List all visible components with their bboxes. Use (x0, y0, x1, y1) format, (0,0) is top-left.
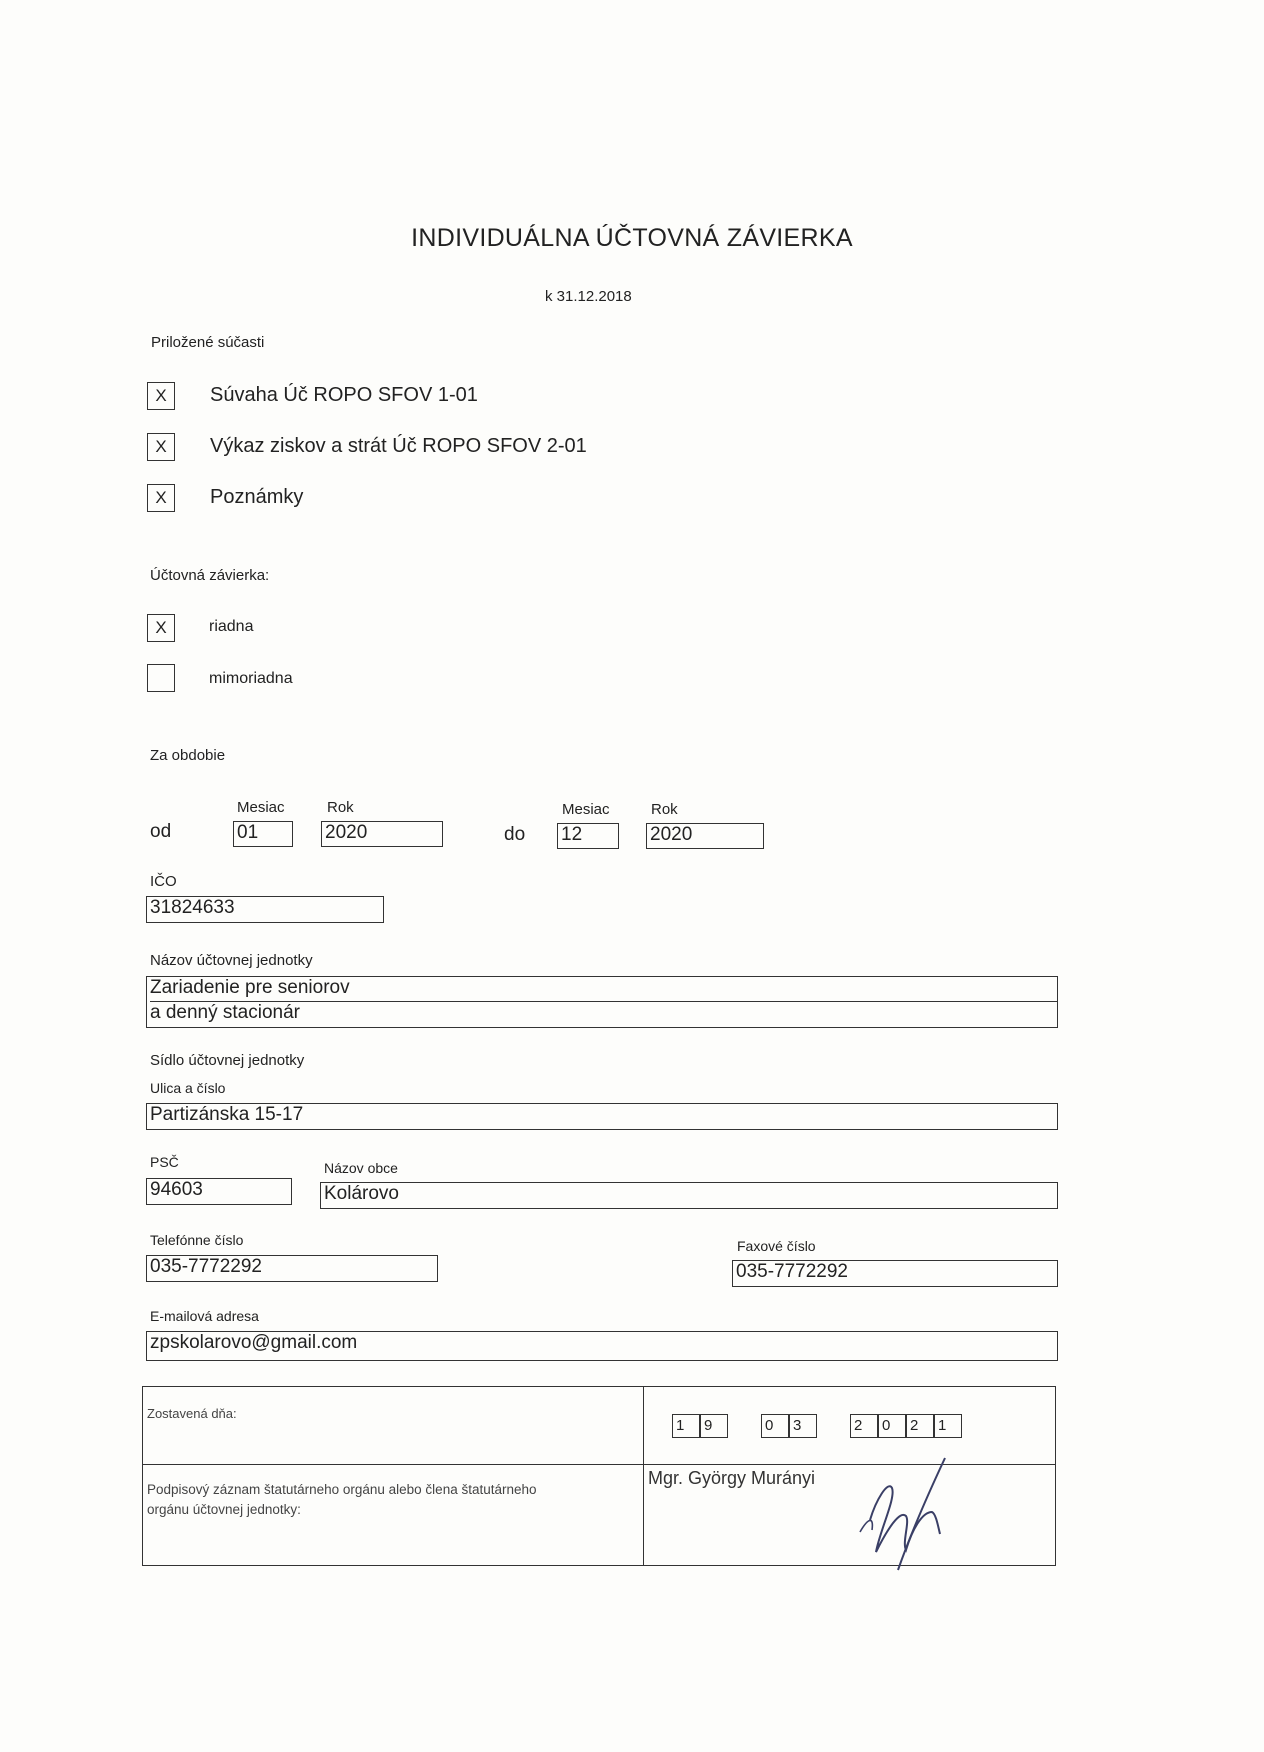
to-month-field[interactable]: 12 (557, 823, 619, 849)
checkbox-suvaha[interactable]: X (147, 382, 175, 410)
document-date: k 31.12.2018 (545, 288, 632, 305)
period-from-label: od (150, 821, 172, 842)
signatory-name: Mgr. György Murányi (648, 1468, 816, 1488)
ico-label: IČO (150, 873, 177, 890)
checkbox-riadna[interactable]: X (147, 614, 175, 642)
checkbox-mimoriadna[interactable] (147, 664, 175, 692)
period-heading: Za obdobie (150, 747, 226, 764)
checkbox-poznamky[interactable]: X (147, 484, 175, 512)
city-field[interactable]: Kolárovo (320, 1182, 1058, 1209)
address-heading: Sídlo účtovnej jednotky (150, 1052, 305, 1069)
checkbox-vykaz-label: Výkaz ziskov a strát Úč ROPO SFOV 2-01 (210, 435, 587, 457)
closing-type-heading: Účtovná závierka: (150, 567, 270, 584)
phone-label: Telefónne číslo (150, 1232, 244, 1248)
entity-name-line-1: Zariadenie pre seniorov (150, 977, 1057, 1002)
to-year-field[interactable]: 2020 (646, 823, 764, 849)
compiled-year-digit-2[interactable]: 0 (878, 1414, 906, 1438)
to-month-label: Mesiac (562, 801, 610, 818)
fax-label: Faxové číslo (737, 1238, 816, 1254)
phone-field[interactable]: 035-7772292 (146, 1255, 438, 1282)
compiled-month-digit-2[interactable]: 3 (789, 1414, 817, 1438)
handwritten-signature-icon (840, 1450, 970, 1575)
email-field[interactable]: zpskolarovo@gmail.com (146, 1331, 1058, 1361)
entity-name-label: Názov účtovnej jednotky (150, 952, 313, 969)
fax-field[interactable]: 035-7772292 (732, 1260, 1058, 1287)
compiled-year-digit-4[interactable]: 1 (934, 1414, 962, 1438)
checkbox-vykaz[interactable]: X (147, 433, 175, 461)
compiled-year-digit-3[interactable]: 2 (906, 1414, 934, 1438)
attachments-heading: Priložené súčasti (151, 334, 265, 351)
checkbox-poznamky-label: Poznámky (210, 486, 304, 508)
checkbox-riadna-label: riadna (209, 618, 254, 635)
compiled-date-label: Zostavená dňa: (147, 1406, 237, 1421)
signature-label-line-2: orgánu účtovnej jednotky: (147, 1502, 301, 1517)
email-label: E-mailová adresa (150, 1308, 259, 1324)
from-year-field[interactable]: 2020 (321, 821, 443, 847)
compiled-month-digit-1[interactable]: 0 (761, 1414, 789, 1438)
entity-name-line-2: a denný stacionár (150, 1002, 300, 1023)
signature-table-column-divider (643, 1386, 644, 1566)
from-year-label: Rok (327, 799, 354, 816)
street-label: Ulica a číslo (150, 1080, 226, 1096)
compiled-year-digit-1[interactable]: 2 (850, 1414, 878, 1438)
checkbox-suvaha-label: Súvaha Úč ROPO SFOV 1-01 (210, 384, 478, 406)
psc-field[interactable]: 94603 (146, 1178, 292, 1205)
compiled-day-digit-1[interactable]: 1 (672, 1414, 700, 1438)
checkbox-mimoriadna-label: mimoriadna (209, 670, 293, 687)
signature-label-line-1: Podpisový záznam štatutárneho orgánu alebo člena štatutárneho (147, 1482, 537, 1497)
from-month-label: Mesiac (237, 799, 285, 816)
city-label: Názov obce (324, 1160, 398, 1176)
period-to-label: do (504, 824, 526, 845)
compiled-day-digit-2[interactable]: 9 (700, 1414, 728, 1438)
street-field[interactable]: Partizánska 15-17 (146, 1103, 1058, 1130)
psc-label: PSČ (150, 1154, 179, 1170)
document-title: INDIVIDUÁLNA ÚČTOVNÁ ZÁVIERKA (411, 224, 853, 252)
ico-field[interactable]: 31824633 (146, 896, 384, 923)
to-year-label: Rok (651, 801, 678, 818)
entity-name-field[interactable] (146, 976, 1058, 1028)
from-month-field[interactable]: 01 (233, 821, 293, 847)
